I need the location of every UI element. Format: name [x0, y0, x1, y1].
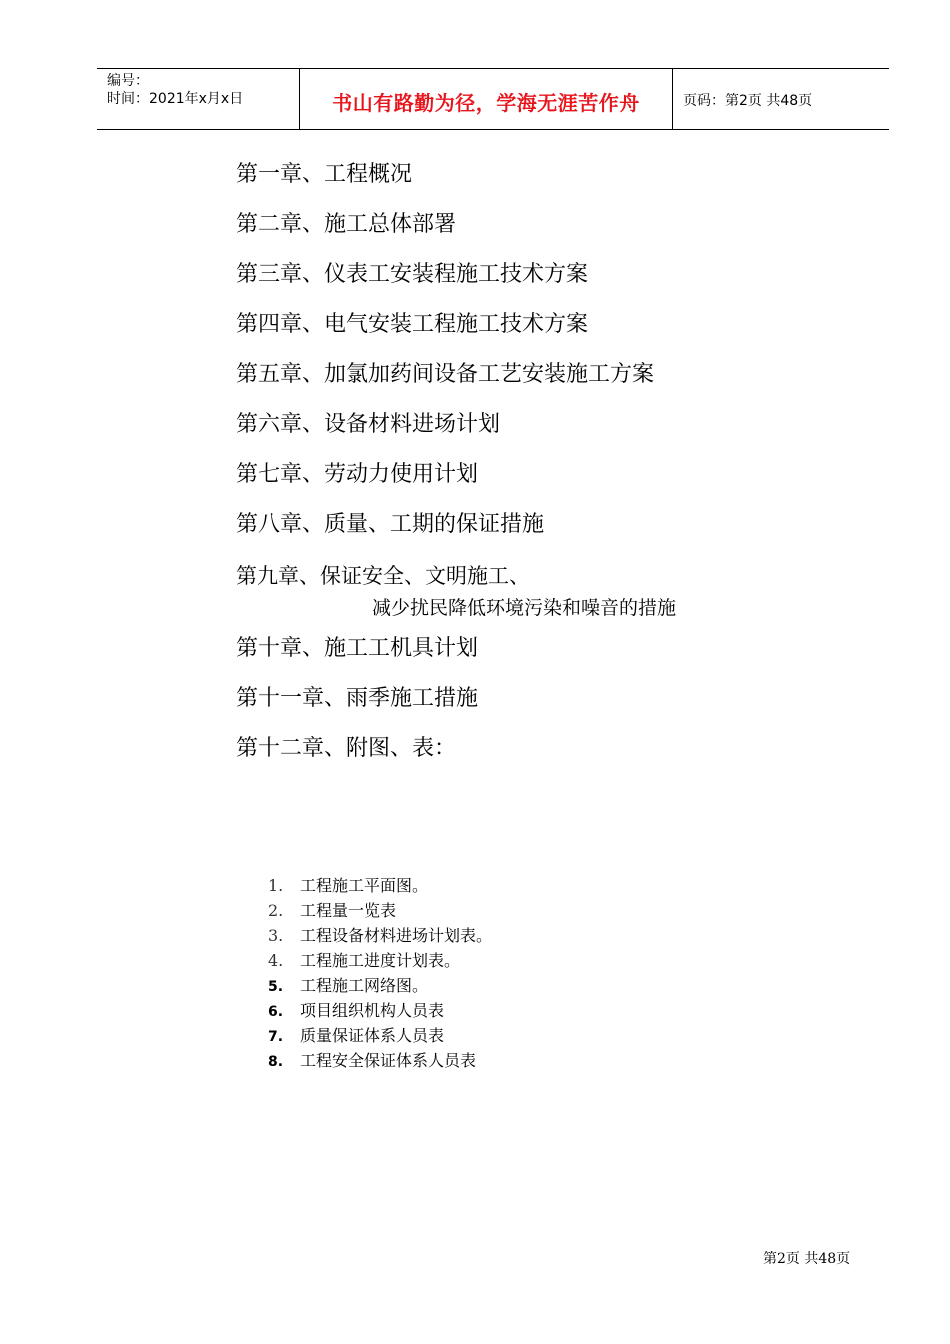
document-time-label: 时间：2021年x月x日 [107, 91, 244, 107]
toc-chapter-11: 第十一章、雨季施工措施 [236, 686, 479, 711]
list-item-number: 2. [268, 901, 284, 920]
toc-chapter-9 [236, 561, 676, 621]
list-item [268, 1050, 476, 1073]
header-page-code: 页码：第2页 共48页 [683, 93, 813, 109]
toc-chapter-4: 第四章、电气安装工程施工技术方案 [236, 312, 589, 337]
header-motto-cell [300, 69, 673, 129]
toc-chapter-1: 第一章、工程概况 [236, 162, 413, 187]
toc-chapter-9-continuation: 减少扰民降低环境污染和噪音的措施 [372, 597, 677, 619]
toc-chapter-9-title: 第九章、保证安全、文明施工、 [236, 564, 530, 588]
list-item-text: 工程量一览表 [300, 901, 397, 920]
header-info-cell [97, 69, 300, 129]
list-item-text: 工程施工网络图。 [300, 976, 429, 995]
list-item [268, 1000, 444, 1023]
list-item [268, 950, 460, 972]
toc-chapter-6: 第六章、设备材料进场计划 [236, 412, 501, 437]
list-item-number: 4. [268, 951, 284, 970]
header-page-cell [673, 69, 889, 129]
list-item-number: 8. [268, 1054, 284, 1070]
list-item [268, 975, 428, 998]
list-item-text: 工程施工平面图。 [300, 876, 429, 895]
header-motto: 书山有路勤为径，学海无涯苦作舟 [332, 91, 640, 115]
list-item-text: 工程设备材料进场计划表。 [300, 926, 493, 945]
page-header [97, 68, 889, 130]
list-item [268, 900, 396, 922]
toc-chapter-10: 第十章、施工工机具计划 [236, 636, 479, 661]
toc-chapter-2: 第二章、施工总体部署 [236, 212, 457, 237]
document-number-label: 编号： [107, 73, 149, 89]
page-footer: 第2页 共48页 [763, 1251, 851, 1267]
list-item-number: 1. [268, 876, 284, 895]
toc-chapter-7: 第七章、劳动力使用计划 [236, 462, 479, 487]
toc-chapter-3: 第三章、仪表工安装程施工技术方案 [236, 262, 589, 287]
list-item [268, 1025, 444, 1048]
list-item [268, 875, 428, 897]
list-item-number: 3. [268, 926, 284, 945]
list-item [268, 925, 492, 947]
list-item-text: 质量保证体系人员表 [300, 1026, 445, 1045]
toc-chapter-5: 第五章、加氯加药间设备工艺安装施工方案 [236, 362, 655, 387]
list-item-number: 5. [268, 979, 284, 995]
list-item-number: 7. [268, 1029, 284, 1045]
list-item-text: 项目组织机构人员表 [300, 1001, 445, 1020]
toc-chapter-12: 第十二章、附图、表： [236, 736, 457, 761]
toc-chapter-8: 第八章、质量、工期的保证措施 [236, 512, 545, 537]
list-item-text: 工程安全保证体系人员表 [300, 1051, 477, 1070]
list-item-text: 工程施工进度计划表。 [300, 951, 461, 970]
list-item-number: 6. [268, 1004, 284, 1020]
